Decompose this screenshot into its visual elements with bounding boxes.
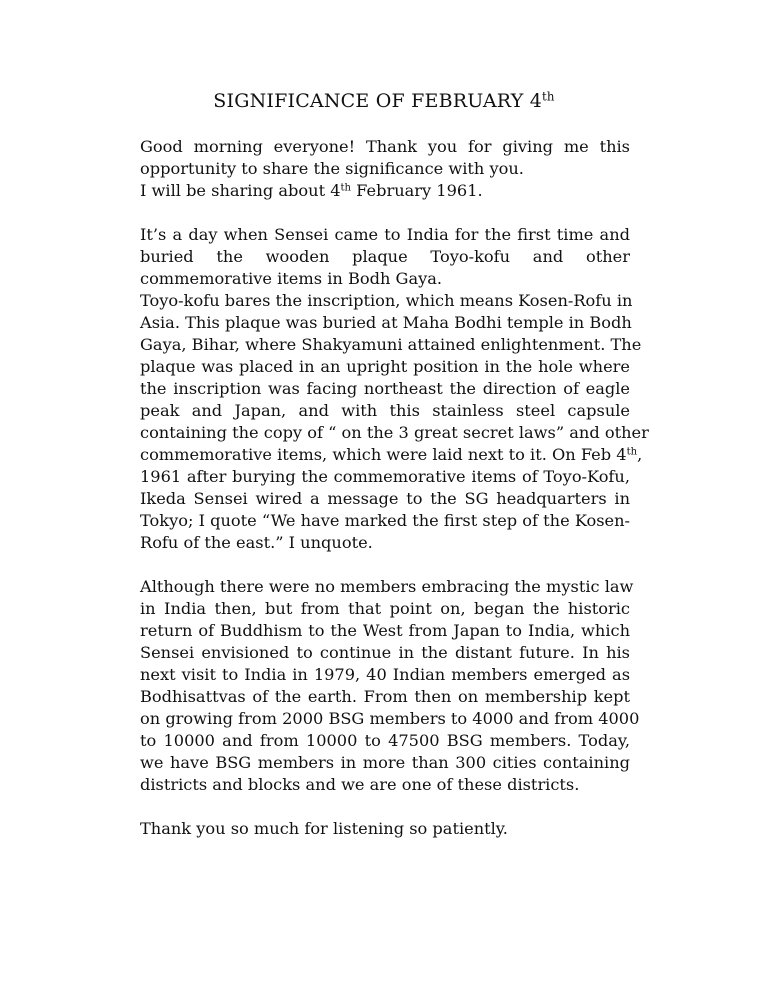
text-fragment: , <box>637 445 643 464</box>
closing-line: Thank you so much for listening so patiently. <box>140 819 508 838</box>
paragraph-gap <box>140 202 630 224</box>
superscript: th <box>626 446 638 458</box>
text-line: Although there were no members embracing the mystic law <box>140 577 634 596</box>
text-line: peak and Japan, and with this stainless steel capsule <box>140 401 630 420</box>
text-line: Tokyo; I quote “We have marked the first step of the Kosen- <box>140 511 631 530</box>
intro-paragraph <box>140 136 630 202</box>
text-line <box>140 444 643 466</box>
text-line: buried the wooden plaque Toyo-kofu and other <box>140 247 630 266</box>
text-line: the inscription was facing northeast the direction of eagle <box>140 379 630 398</box>
text-line: on growing from 2000 BSG members to 4000 and from 4000 <box>140 709 640 728</box>
text-line: plaque was placed in an upright position in the hole where <box>140 357 630 376</box>
text-line: Good morning everyone! Thank you for giving me this <box>140 137 630 156</box>
text-line: opportunity to share the significance with you. <box>140 159 524 178</box>
text-line: It’s a day when Sensei came to India for the first time and <box>140 225 630 244</box>
text-line: Rofu of the east.” I unquote. <box>140 533 373 552</box>
document-title <box>0 88 768 114</box>
text-line: in India then, but from that point on, began the historic <box>140 599 630 618</box>
closing-paragraph <box>140 818 630 840</box>
text-line: Asia. This plaque was buried at Maha Bodhi temple in Bodh <box>140 313 632 332</box>
growth-paragraph <box>140 576 640 796</box>
text-line: to 10000 and from 10000 to 47500 BSG members. Today, <box>140 731 630 750</box>
paragraph-gap <box>140 554 630 576</box>
text-line: containing the copy of “ on the 3 great secret laws” and other <box>140 423 649 442</box>
text-line <box>140 180 630 202</box>
text-line: we have BSG members in more than 300 cities containing <box>140 753 630 772</box>
text-line: Toyo-kofu bares the inscription, which means Kosen-Rofu in <box>140 291 633 310</box>
text-line: next visit to India in 1979, 40 Indian members emerged as <box>140 665 630 684</box>
text-line: Ikeda Sensei wired a message to the SG headquarters in <box>140 489 630 508</box>
text-fragment: commemorative items, which were laid next to it. On Feb 4 <box>140 445 627 464</box>
title-text: SIGNIFICANCE OF FEBRUARY 4 <box>213 90 542 112</box>
text-fragment: February 1961. <box>351 181 483 200</box>
text-line: Gaya, Bihar, where Shakyamuni attained enlightenment. The <box>140 335 642 354</box>
text-line: return of Buddhism to the West from Japan to India, which <box>140 621 630 640</box>
text-line: Bodhisattvas of the earth. From then on membership kept <box>140 687 630 706</box>
text-line: Sensei envisioned to continue in the distant future. In his <box>140 643 630 662</box>
text-line: districts and blocks and we are one of these districts. <box>140 775 580 794</box>
text-line: commemorative items in Bodh Gaya. <box>140 269 443 288</box>
text-fragment: I will be sharing about 4 <box>140 181 341 200</box>
text-line: 1961 after burying the commemorative items of Toyo-Kofu, <box>140 467 630 486</box>
document-body <box>140 136 649 840</box>
paragraph-gap <box>140 796 630 818</box>
history-paragraph <box>140 224 649 554</box>
title-superscript: th <box>542 89 555 104</box>
superscript: th <box>340 182 352 194</box>
